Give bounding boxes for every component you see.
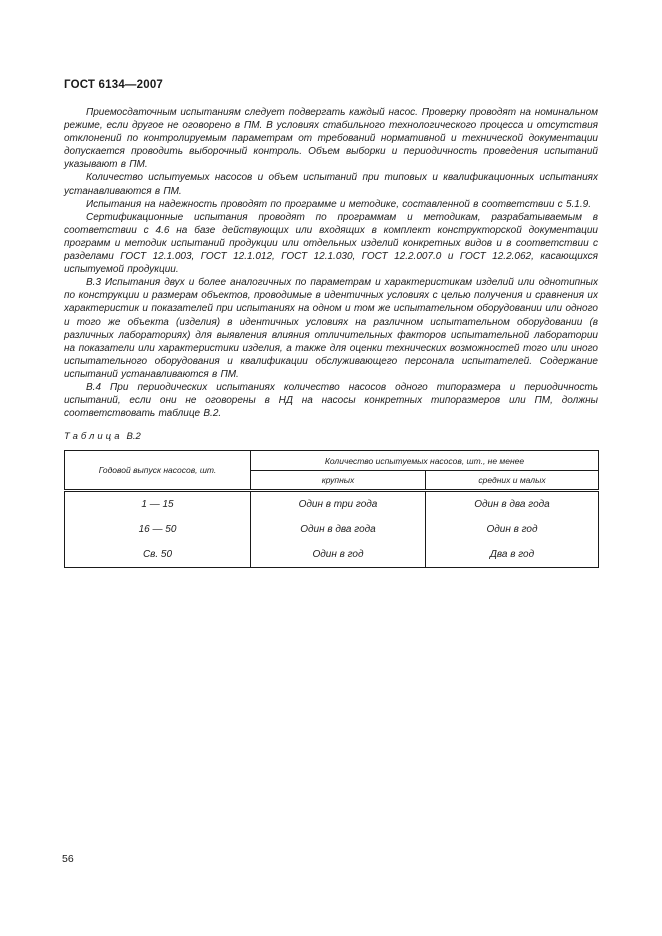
cell-large: Один в два года — [251, 517, 426, 542]
cell-large: Один в три года — [251, 491, 426, 518]
table-caption-word: Таблица — [64, 431, 123, 443]
column-header-large-pumps: крупных — [251, 471, 426, 491]
column-header-medium-small-pumps: средних и малых — [426, 471, 599, 491]
cell-medium-small: Один в год — [426, 517, 599, 542]
paragraph-certification-tests: Сертификационные испытания проводят по программам и методикам, разрабатываемым в соответствии с 4.6 на базе действующих или входящих в комплект конструкторской документации программ и методик испытаний продукции или отдельных изделий конкретных видов и в соответствии с разделами ГОСТ 12.1.003, ГОСТ 12.1.012, ГОСТ 12.1.030, ГОСТ 12.2.007.0 и ГОСТ 12.2.062, касающихся испытуемой продукции. — [64, 211, 598, 276]
cell-large: Один в год — [251, 542, 426, 568]
table-caption-number: В.2 — [126, 431, 141, 443]
paragraph-b4: В.4 При периодических испытаниях количество насосов одного типоразмера и периодичность испытаний, если они не оговорены в НД на насосы конкретных типоразмеров или ПМ, должны соответствовать таблице В.2. — [64, 381, 598, 420]
content-area — [64, 106, 598, 568]
table-row-over-50 — [65, 542, 599, 568]
cell-annual-output: 1 — 15 — [141, 499, 174, 511]
table-caption — [64, 431, 598, 442]
table-header-row-group — [65, 451, 599, 471]
cell-annual-output: Св. 50 — [142, 549, 173, 561]
paragraph-b3: В.3 Испытания двух и более аналогичных по параметрам и характеристикам изделий или однотипных по конструкции и размерам объектов, проводимые в идентичных условиях с целью получения и сравнения их характеристик и показателей при испытаниях на одном и том же испытательном оборудовании или одного и того же объекта (изделия) в идентичных условиях на различном испытательном оборудовании (в различных лабораториях) для выявления влияния отличительных факторов испытательной лаборатории на показатели или характеристики изделия, а также для оценки технических возможностей того или иного испытательного оборудования и квалификации обслуживающего персонала испытателей. Содержание испытаний устанавливаются в ПМ. — [64, 277, 598, 380]
column-header-annual-output: Годовой выпуск насосов, шт. — [65, 451, 251, 491]
paragraph-reliability-tests: Испытания на надежность проводят по программе и методике, составленной в соответствии с 5.1.9. — [86, 198, 591, 210]
paragraph-test-quantity: Количество испытуемых насосов и объем испытаний при типовых и квалификационных испытаниях устанавливаются в ПМ. — [64, 172, 598, 197]
table-row-1-15 — [65, 491, 599, 518]
cell-medium-small: Два в год — [426, 542, 599, 568]
column-group-header-quantity: Количество испытуемых насосов, шт., не менее — [251, 451, 599, 471]
cell-medium-small: Один в два года — [426, 491, 599, 518]
paragraph-acceptance-tests: Приемосдаточным испытаниям следует подвергать каждый насос. Проверку проводят на номинальном режиме, если другое не оговорено в ПМ. В условиях стабильного технологического процесса и отсутствия отклонений по контролируемым параметрам от требований нормативной и технической документации допускается проводить выборочный контроль. Объем выборки и периодичность проведения испытаний указывают в ПМ. — [64, 107, 598, 171]
table-row-16-50 — [65, 517, 599, 542]
document-number: ГОСТ 6134—2007 — [64, 79, 164, 91]
table-header — [65, 451, 599, 491]
table-body — [65, 491, 599, 568]
pump-test-frequency-table — [64, 450, 599, 568]
cell-annual-output: 16 — 50 — [138, 524, 177, 536]
page-number: 56 — [62, 853, 74, 865]
